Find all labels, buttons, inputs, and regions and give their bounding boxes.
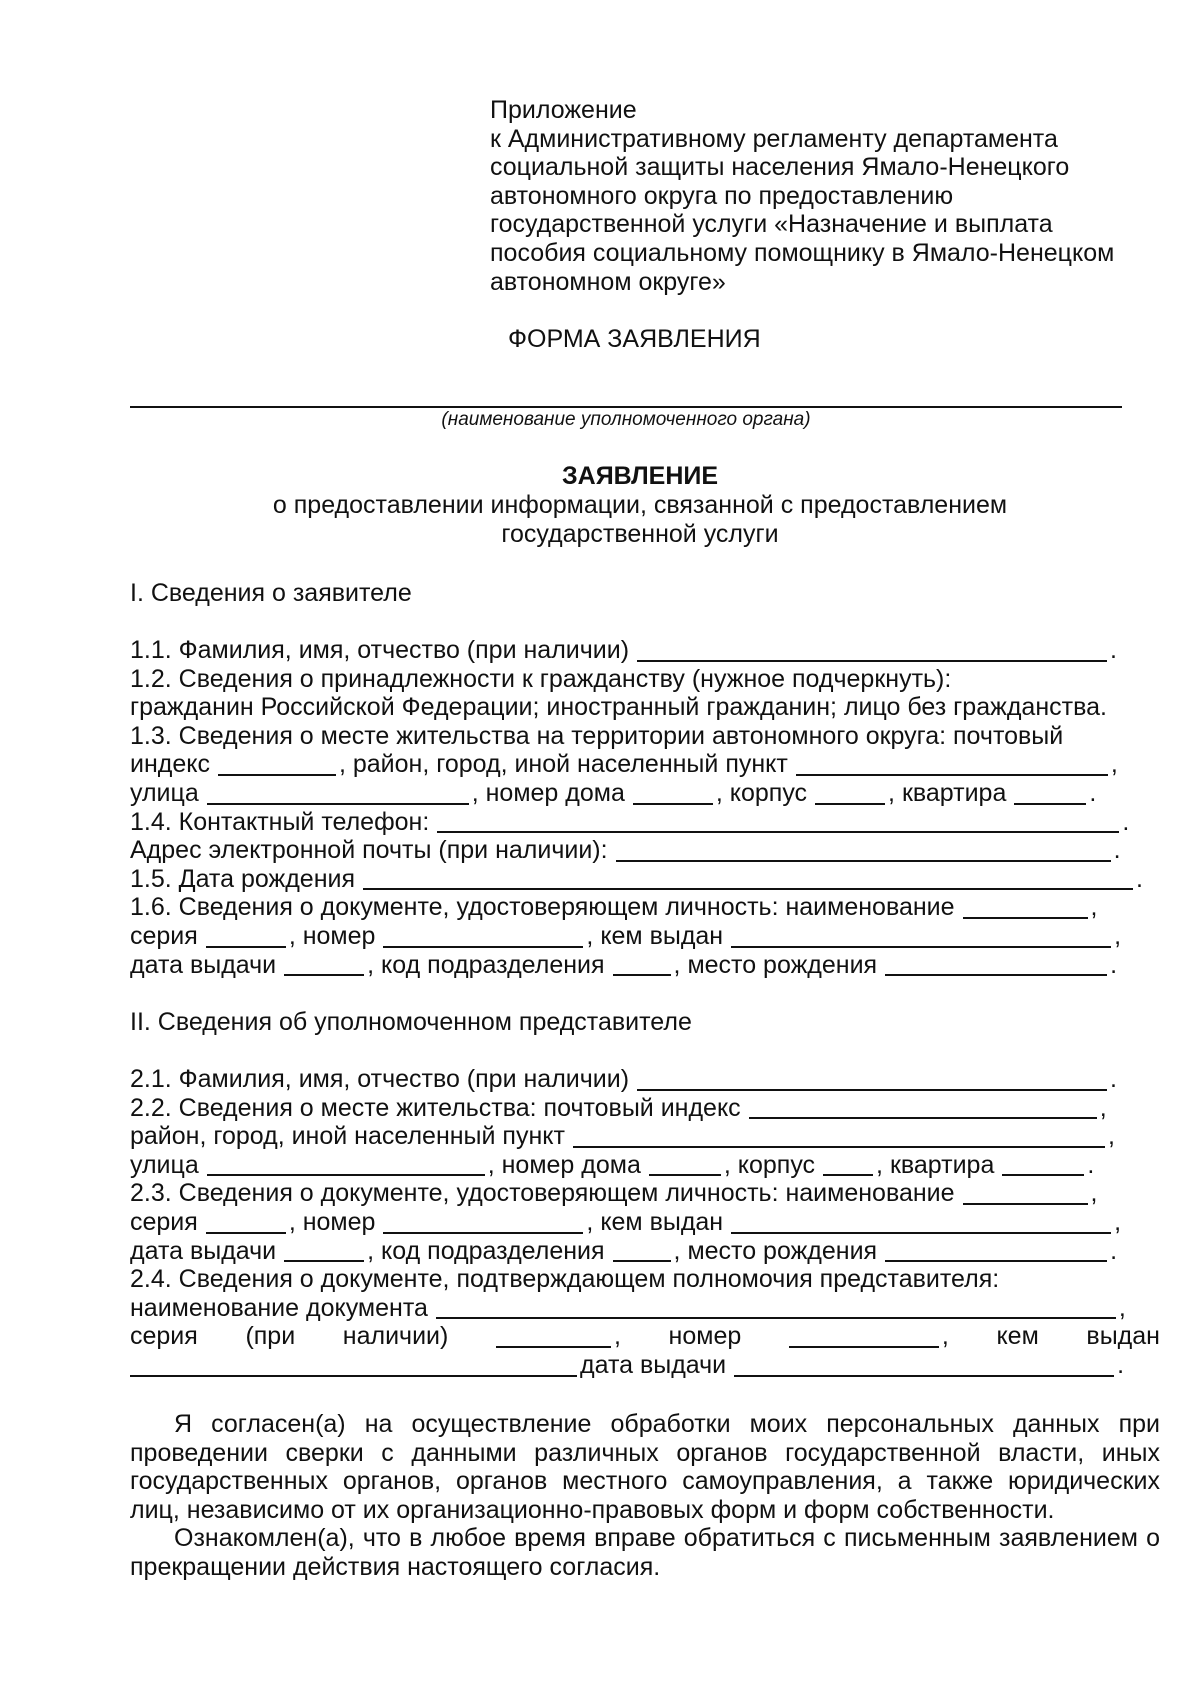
rep-residence-row: 2.2. Сведения о месте жительства: почтовый индекс , [130,1093,1107,1122]
applicant-fio-field[interactable] [637,638,1107,662]
rep-authority-issued-row: дата выдачи . [130,1351,1160,1380]
applicant-residence-row: 1.3. Сведения о месте жительства на территории автономного округа: почтовый [130,721,1064,750]
applicant-id-date-field[interactable] [284,952,364,976]
acknowledgement-paragraph: Ознакомлен(а), что в любое время вправе обратиться с письменным заявлением о прекращении действия настоящего согласия. [130,1524,1160,1581]
rep-authority-doc-row: 2.4. Сведения о документе, подтверждающем полномочия представителя: [130,1265,1000,1294]
appendix-line: к Административному регламенту департамента [490,124,1058,153]
rep-division-code-field[interactable] [613,1238,671,1262]
rep-id-doc-row: 2.3. Сведения о документе, удостоверяющем личность: наименование , [130,1179,1098,1208]
rep-authority-number-field[interactable] [789,1324,939,1348]
consent-text [130,1410,1160,1582]
applicant-fio-row: 1.1. Фамилия, имя, отчество (при наличии) . [130,636,1117,664]
section-2-heading: II. Сведения об уполномоченном представителе [130,1008,692,1036]
rep-id-issued-by-field[interactable] [731,1210,1111,1234]
rep-apartment-field[interactable] [1002,1152,1084,1176]
rep-authority-doc-name-field[interactable] [436,1295,1116,1319]
rep-locality-row: район, город, иной населенный пункт , [130,1122,1115,1151]
rep-id-date-row: дата выдачи , код подразделения , место рождения . [130,1236,1118,1265]
rep-authority-series-field[interactable] [496,1324,611,1348]
rep-id-series-field[interactable] [206,1210,286,1234]
applicant-email-row: Адрес электронной почты (при наличии): . [130,836,1121,865]
appendix-header [490,96,1180,296]
applicant-division-code-field[interactable] [613,952,671,976]
rep-id-series-row: серия , номер , кем выдан , [130,1207,1122,1236]
applicant-birthplace-field[interactable] [885,952,1107,976]
section-1-heading: I. Сведения о заявителе [130,579,412,607]
document-title: ЗАЯВЛЕНИЕ [561,462,719,490]
appendix-line: пособия социальному помощнику в Ямало-Ненецком [490,238,1115,267]
rep-index-field[interactable] [749,1095,1097,1119]
rep-id-doc-name-field[interactable] [963,1181,1088,1205]
rep-house-field[interactable] [649,1152,721,1176]
applicant-phone-row: 1.4. Контактный телефон: . [130,807,1130,836]
appendix-line: социальной защиты населения Ямало-Ненецкого [490,153,1070,182]
applicant-street-row: улица , номер дома , корпус , квартира . [130,778,1097,807]
rep-birthplace-field[interactable] [885,1238,1107,1262]
applicant-id-doc-name-field[interactable] [963,895,1088,919]
applicant-house-field[interactable] [633,781,713,805]
consent-paragraph: Я согласен(а) на осуществление обработки моих персональных данных при проведении сверки с данными различных органов государственной власти, иных государственных органов, органов местного самоуправления, а также юридических лиц, независимо от их организационно-правовых форм и форм собственности. [130,1410,1160,1524]
authority-name-field[interactable] [130,406,1122,408]
applicant-phone-field[interactable] [437,809,1119,833]
rep-fio-field[interactable] [637,1067,1107,1091]
applicant-email-field[interactable] [616,838,1111,862]
appendix-line: автономного округа по предоставлению [490,181,954,210]
rep-street-field[interactable] [207,1152,485,1176]
applicant-section [130,636,1160,979]
applicant-index-field[interactable] [218,752,336,776]
applicant-id-number-field[interactable] [383,924,583,948]
appendix-line: государственной услуги «Назначение и выплата [490,210,1053,239]
applicant-id-date-row: дата выдачи , код подразделения , место рождения . [130,950,1118,979]
applicant-locality-field[interactable] [796,752,1108,776]
authority-name-caption: (наименование уполномоченного органа) [441,409,811,430]
applicant-id-issued-by-field[interactable] [731,924,1111,948]
rep-building-field[interactable] [823,1152,873,1176]
document-subtitle [130,491,1150,548]
applicant-street-field[interactable] [207,781,469,805]
applicant-apartment-field[interactable] [1014,781,1086,805]
rep-id-number-field[interactable] [383,1210,583,1234]
applicant-citizenship-row: 1.2. Сведения о принадлежности к гражданству (нужное подчеркнуть): [130,664,952,693]
rep-authority-date-field[interactable] [734,1353,1114,1377]
representative-section [130,1065,1160,1380]
rep-locality-field[interactable] [573,1124,1105,1148]
applicant-building-field[interactable] [815,781,885,805]
applicant-id-series-row: серия , номер , кем выдан , [130,921,1122,950]
subtitle-line-2: государственной услуги [501,519,779,548]
rep-fio-row: 2.1. Фамилия, имя, отчество (при наличии) . [130,1065,1117,1093]
rep-street-row: улица , номер дома , корпус , квартира . [130,1150,1095,1179]
applicant-birthdate-row: 1.5. Дата рождения . [130,864,1143,893]
rep-id-date-field[interactable] [284,1238,364,1262]
applicant-index-row: индекс , район, город, иной населенный пункт , [130,750,1118,779]
form-title-text: ФОРМА ЗАЯВЛЕНИЯ [508,325,761,353]
appendix-line: Приложение [490,96,637,124]
rep-authority-issued-by-field[interactable] [130,1353,577,1377]
applicant-birthdate-field[interactable] [363,866,1133,890]
subtitle-line-1: о предоставлении информации, связанной с предоставлением [272,491,1008,519]
applicant-id-series-field[interactable] [206,924,286,948]
rep-authority-series-row: серия (при наличии) , номер , кем выдан [130,1322,1160,1351]
applicant-citizenship-options[interactable]: гражданин Российской Федерации; иностранный гражданин; лицо без гражданства. [130,693,1107,722]
applicant-id-doc-row: 1.6. Сведения о документе, удостоверяющем личность: наименование , [130,893,1098,922]
appendix-line: автономном округе» [490,267,726,296]
rep-authority-doc-name-row: наименование документа , [130,1293,1126,1322]
